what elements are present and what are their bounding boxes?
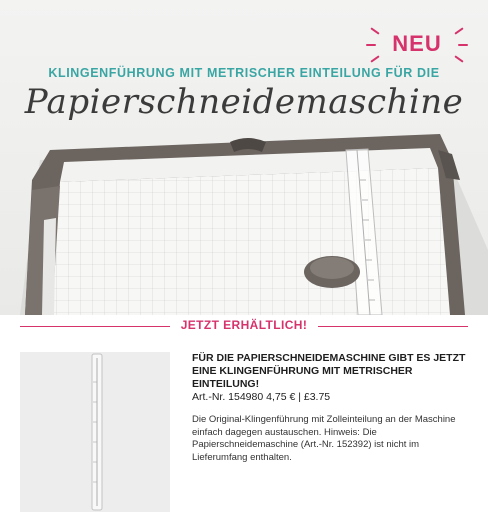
paper-cutter-image — [20, 120, 488, 315]
badge-ray — [458, 44, 468, 46]
blade-guide-image — [20, 352, 170, 512]
product-title: FÜR DIE PAPIERSCHNEIDEMASCHINE GIBT ES JETZT EINE KLINGENFÜHRUNG MIT METRISCHER EINTEILUNG! — [192, 352, 466, 390]
new-badge-label: NEU — [392, 31, 442, 56]
script-title: Papierschneidemaschine — [24, 82, 464, 122]
product-info — [192, 352, 472, 464]
available-now-heading — [0, 318, 488, 332]
available-now-label: JETZT ERHÄLTLICH! — [175, 318, 314, 332]
headline: KLINGENFÜHRUNG MIT METRISCHER EINTEILUNG FÜR DIE — [48, 66, 440, 80]
product-image — [20, 352, 170, 512]
product-description: Die Original-Klingenführung mit Zolleinteilung an der Maschine einfach dagegen austauschen. Hinweis: Die Papierschneidemaschine (Art.-Nr. 152392) ist nicht im Lieferumfang enthalten. — [192, 414, 456, 463]
product-price: Art.-Nr. 154980 4,75 € | £3.75 — [192, 391, 331, 403]
badge-ray — [366, 44, 376, 46]
